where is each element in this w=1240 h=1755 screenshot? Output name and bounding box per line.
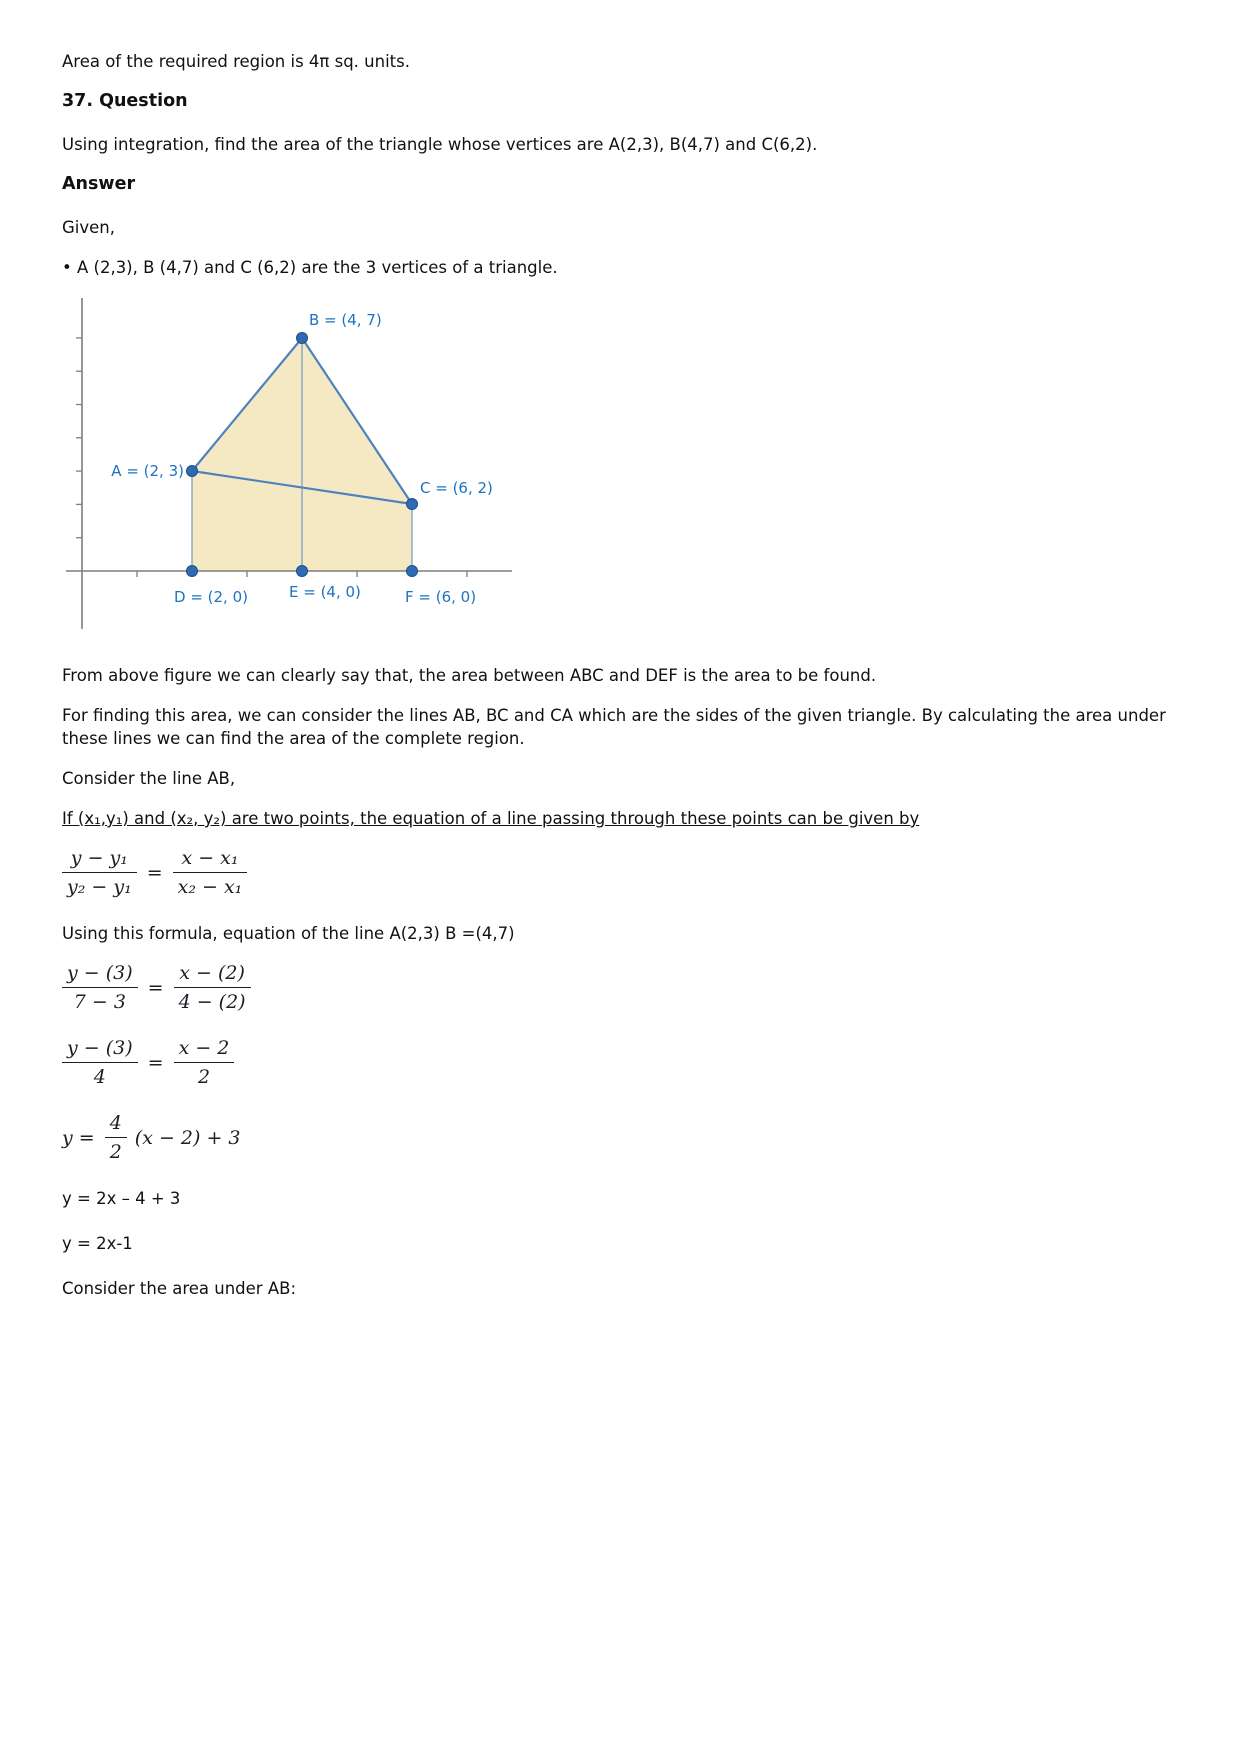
two-point-form-rule: If (x₁,y₁) and (x₂, y₂) are two points, the equation of a line passing through these points can be given by: [62, 809, 920, 828]
given-label: Given,: [62, 218, 115, 237]
triangle-figure: [62, 296, 1170, 642]
fraction-denominator: y₂ − y₁: [67, 876, 132, 898]
point-E-dot: [297, 566, 308, 577]
fraction-rhs: [174, 962, 251, 1013]
point-C-dot: [407, 499, 418, 510]
fraction-denominator: 4: [93, 1066, 106, 1088]
answer-heading: Answer: [62, 174, 136, 194]
point-D-dot: [187, 566, 198, 577]
question-heading: 37. Question: [62, 91, 188, 111]
equation-suffix: (x − 2) + 3: [134, 1126, 241, 1149]
point-E-label: E = (4, 0): [289, 583, 361, 601]
point-D-label: D = (2, 0): [174, 588, 248, 606]
fraction-coefficient: [105, 1112, 127, 1163]
fraction-numerator: y − y₁: [62, 847, 137, 873]
fraction-denominator: 4 − (2): [178, 991, 246, 1013]
fraction-numerator: 4: [105, 1112, 127, 1138]
fraction-rhs: [174, 1037, 235, 1088]
equals-sign: =: [147, 1051, 164, 1074]
equals-sign: =: [146, 861, 163, 884]
vertices-bullet: • A (2,3), B (4,7) and C (6,2) are the 3 vertices of a triangle.: [62, 258, 558, 277]
point-C-label: C = (6, 2): [420, 479, 493, 497]
fraction-denominator: 2: [109, 1141, 122, 1163]
finding-area-explanation: For finding this area, we can consider the lines AB, BC and CA which are the sides of the given triangle. By calculating the area under these lines we can find the area of the complete region.: [62, 706, 1166, 748]
fraction-numerator: y − (3): [62, 1037, 138, 1063]
fraction-lhs: [62, 1037, 138, 1088]
equation-substituted: [62, 962, 1170, 1013]
fraction-rhs: [173, 847, 248, 898]
fraction-numerator: y − (3): [62, 962, 138, 988]
consider-area-under-ab: Consider the area under AB:: [62, 1279, 297, 1298]
fraction-denominator: 7 − 3: [73, 991, 126, 1013]
using-formula-line: Using this formula, equation of the line A(2,3) B =(4,7): [62, 924, 515, 943]
fraction-numerator: x − 2: [174, 1037, 235, 1063]
triangle-plot: [62, 296, 532, 638]
fraction-numerator: x − x₁: [173, 847, 248, 873]
point-A-label: A = (2, 3): [111, 462, 184, 480]
fraction-lhs: [62, 847, 137, 898]
point-A-dot: [187, 466, 198, 477]
question-text: Using integration, find the area of the triangle whose vertices are A(2,3), B(4,7) and C(6,2).: [62, 135, 818, 154]
point-F-label: F = (6, 0): [405, 588, 477, 606]
fraction-lhs: [62, 962, 138, 1013]
fraction-numerator: x − (2): [174, 962, 251, 988]
equation-general-two-point-form: [62, 847, 1170, 898]
point-B-label: B = (4, 7): [309, 311, 382, 329]
fraction-denominator: x₂ − x₁: [177, 876, 243, 898]
equals-sign: =: [147, 976, 164, 999]
equation-slope-form: [62, 1112, 1170, 1163]
equation-prefix: y =: [62, 1126, 95, 1149]
equation-expanded: y = 2x – 4 + 3: [62, 1189, 181, 1208]
equation-final: y = 2x-1: [62, 1234, 133, 1253]
y-axis-ticks: [76, 338, 82, 538]
fraction-denominator: 2: [197, 1066, 211, 1088]
consider-line-ab: Consider the line AB,: [62, 769, 236, 788]
point-F-dot: [407, 566, 418, 577]
area-result-line: Area of the required region is 4π sq. units.: [62, 52, 410, 71]
point-B-dot: [297, 333, 308, 344]
figure-explanation: From above figure we can clearly say that, the area between ABC and DEF is the area to be found.: [62, 666, 877, 685]
equation-simplified: [62, 1037, 1170, 1088]
